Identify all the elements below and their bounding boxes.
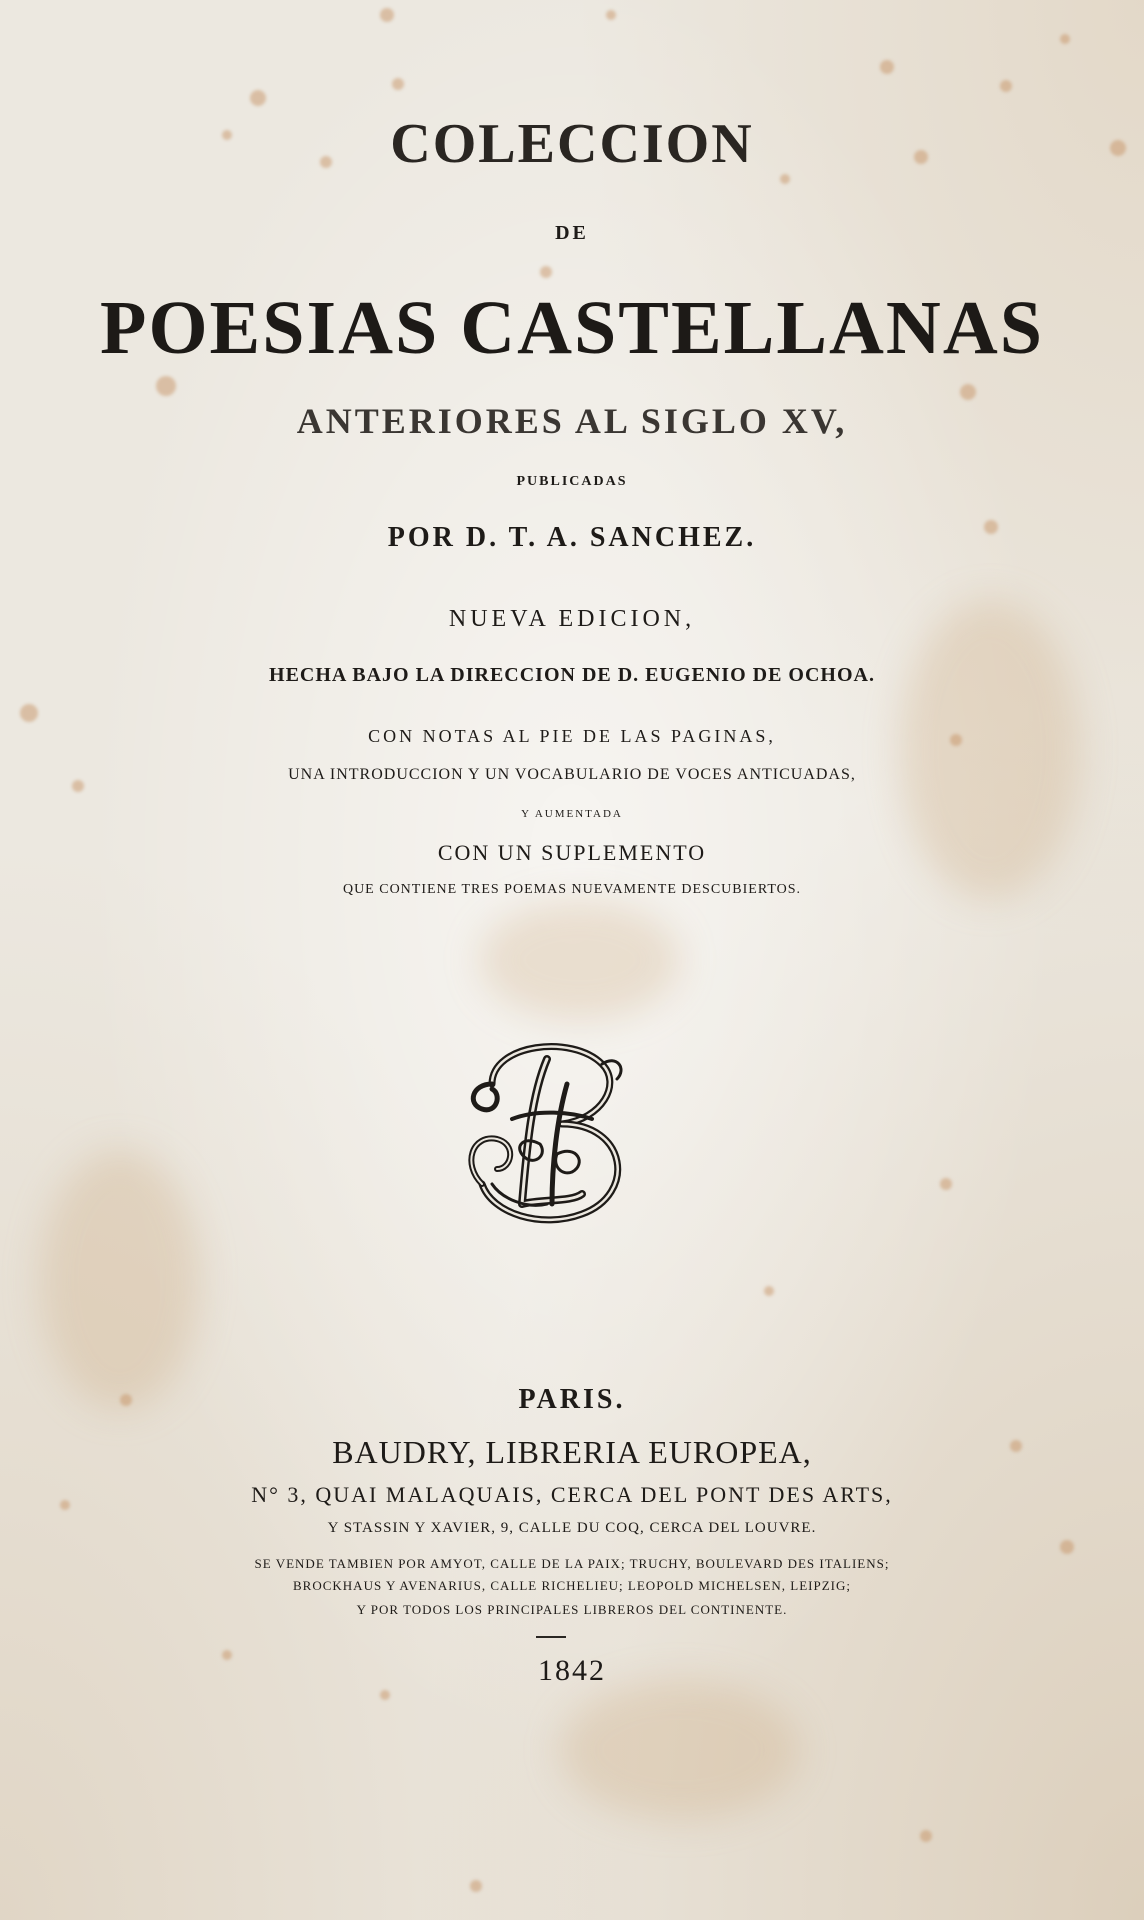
imprint-sellers-1: SE VENDE TAMBIEN POR AMYOT, CALLE DE LA PAIX; TRUCHY, BOULEVARD DES ITALIENS; (254, 1556, 890, 1571)
title-de: DE (555, 222, 589, 244)
stain (40, 1150, 200, 1410)
imprint-stassin: Y STASSIN Y XAVIER, 9, CALLE DU COQ, CERCA DEL LOUVRE. (327, 1520, 817, 1536)
divider-rule (536, 1636, 566, 1638)
subtitle-anteriores: ANTERIORES AL SIGLO XV, (296, 401, 848, 441)
imprint-publisher: BAUDRY, LIBRERIA EUROPEA, (332, 1434, 812, 1470)
stain (560, 1680, 800, 1820)
imprint-sellers-3: Y POR TODOS LOS PRINCIPALES LIBREROS DEL CONTINENTE. (356, 1602, 788, 1617)
label-publicadas: PUBLICADAS (516, 474, 628, 489)
notes-line: CON NOTAS AL PIE DE LAS PAGINAS, (368, 726, 776, 746)
supplement-line: CON UN SUPLEMENTO (437, 840, 707, 865)
aumentada-line: Y AUMENTADA (521, 808, 623, 820)
editor-line: HECHA BAJO LA DIRECCION DE D. EUGENIO DE OCHOA. (269, 664, 875, 686)
introduction-line: UNA INTRODUCCION Y UN VOCABULARIO DE VOCES ANTICUADAS, (288, 766, 856, 783)
author-line: POR D. T. A. SANCHEZ. (387, 522, 757, 553)
publication-year: 1842 (538, 1654, 606, 1687)
edition-line: NUEVA EDICION, (448, 606, 696, 632)
publisher-monogram-icon (452, 1024, 642, 1234)
stain (480, 900, 680, 1020)
imprint-city: PARIS. (518, 1384, 626, 1415)
imprint-address: N° 3, QUAI MALAQUAIS, CERCA DEL PONT DES ARTS, (251, 1482, 893, 1507)
title-poesias-castellanas: POESIAS CASTELLANAS (100, 286, 1044, 370)
contains-line: QUE CONTIENE TRES POEMAS NUEVAMENTE DESCUBIERTOS. (342, 882, 802, 897)
imprint-sellers-2: BROCKHAUS Y AVENARIUS, CALLE RICHELIEU; LEOPOLD MICHELSEN, LEIPZIG; (293, 1578, 851, 1593)
title-coleccion: COLECCION (390, 113, 754, 175)
